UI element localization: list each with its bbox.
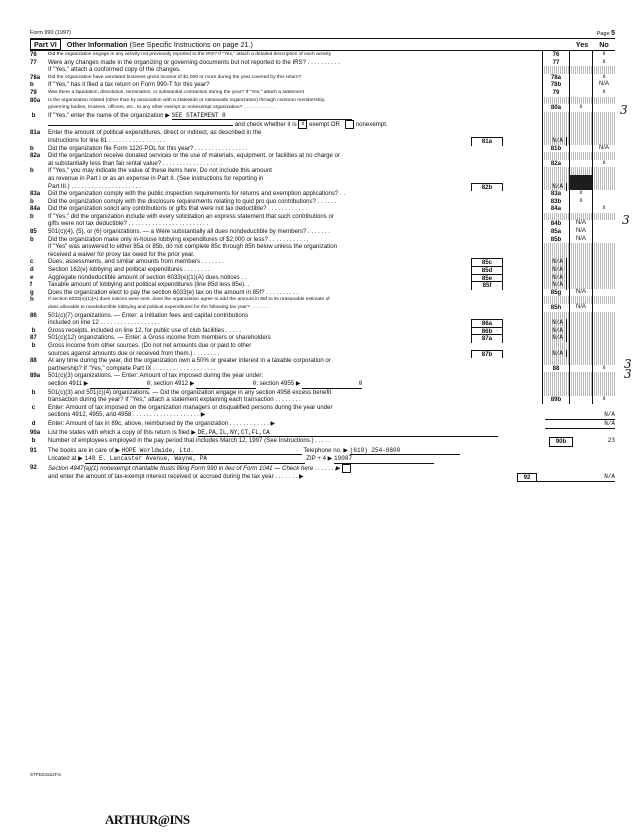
line-code: 80a bbox=[542, 104, 570, 112]
line-text: governing bodies, trustees, officers, etc., to any other exempt or nonexempt organization? . . . . . . . . . . . . bbox=[48, 105, 275, 111]
line-88-no[interactable]: x bbox=[602, 364, 606, 371]
no-answer[interactable]: x bbox=[602, 205, 606, 212]
telephone[interactable]: (610) 254-8800 bbox=[350, 447, 460, 456]
line-code: 83b bbox=[542, 198, 570, 206]
no-answer[interactable] bbox=[593, 220, 615, 228]
line-code: 78a bbox=[542, 74, 570, 82]
initiation-fees[interactable]: N/A bbox=[503, 319, 567, 328]
line-text: Did the organization have unrelated business gross income of $1,000 or more during the year covered by this return? bbox=[48, 74, 302, 80]
lines-76-80 bbox=[30, 51, 615, 112]
line-text: Aggregate nondeductible amount of section 6033(e)(1)(A) dues notices . . bbox=[48, 273, 247, 281]
line-number: 78a bbox=[30, 73, 41, 81]
form-line bbox=[30, 66, 615, 74]
line-code bbox=[542, 251, 570, 259]
form-line bbox=[30, 228, 615, 236]
line-code: 84b bbox=[542, 220, 570, 228]
line-number: 76 bbox=[30, 51, 37, 58]
line-amount[interactable]: N/A bbox=[503, 258, 567, 267]
line-91: 91 The books are in care of ▶ HOPE Worldwide, Ltd. Telephone no. ▶ (610) 254-8800 bbox=[30, 447, 615, 456]
no-answer[interactable]: N/A bbox=[598, 81, 609, 88]
form-line bbox=[30, 213, 615, 221]
line-text: Section 162(e) lobbying and political expenditures . . . . . . . . bbox=[48, 266, 210, 274]
form-line bbox=[30, 251, 615, 259]
no-answer bbox=[593, 251, 615, 259]
form-line bbox=[30, 81, 615, 89]
yes-answer bbox=[570, 97, 593, 105]
line-text: Were any changes made in the organizing or governing documents but not reported to the IRS? . . . . . . . . . . bbox=[48, 58, 340, 66]
line-85h: h If section 6033(e)(1)(A) dues notices were sent, does the organization agree to add the amount in 85f to its reasonable estimate of bbox=[30, 296, 615, 304]
form-line bbox=[30, 266, 615, 274]
lines-85c-85f bbox=[30, 258, 615, 288]
page-number: Page 5 bbox=[596, 30, 615, 37]
yes-answer[interactable]: x bbox=[570, 104, 593, 112]
no-answer bbox=[593, 213, 615, 221]
line-number: b bbox=[30, 212, 34, 220]
line-amount[interactable]: N/A bbox=[503, 266, 567, 275]
handwritten-mark: 3 bbox=[620, 103, 628, 117]
form-line bbox=[30, 243, 615, 251]
line-text: Did the organization comply with the disclosure requirements relating to quid pro quo contributions? . . . . . . bbox=[48, 197, 337, 205]
political-expenditures-amount[interactable]: N/A bbox=[503, 137, 567, 146]
no-answer[interactable]: x bbox=[602, 58, 606, 65]
yes-answer[interactable]: N/A bbox=[570, 236, 593, 244]
line-86: 86 501(c)(7) organizations. — Enter: a Initiation fees and capital contributions bbox=[30, 312, 615, 320]
line-text: gifts were not tax deductible? . . . . . . . . . . . . . . . . . . . . . . . . bbox=[48, 220, 209, 228]
tax-4911[interactable]: 0 bbox=[90, 380, 150, 389]
line-88-yes[interactable] bbox=[570, 365, 593, 373]
part-header bbox=[30, 38, 615, 51]
line-92: 92 Section 4947(a)(1) nonexempt charitable trusts filing Form 990 in lieu of Form 1041 — Check here . . . . . . ▶ bbox=[30, 464, 615, 473]
line-number: f bbox=[30, 281, 33, 289]
line-89a: 89a 501(c)(3) organizations. — Enter: Amount of tax imposed during the year under: bbox=[30, 372, 615, 380]
line-90a: 90a List the states with which a copy of this return is filed ▶ DE,PA,IL,NY,CT,FL,CA bbox=[30, 429, 615, 438]
yes-answer bbox=[570, 243, 593, 251]
tax-4955[interactable]: 0 bbox=[302, 380, 362, 389]
zip-code[interactable]: 19087 bbox=[334, 455, 434, 464]
line-81b-no[interactable]: N/A bbox=[598, 144, 609, 151]
yes-answer[interactable] bbox=[570, 205, 593, 213]
yes-answer bbox=[570, 66, 593, 74]
donated-services-value[interactable]: N/A bbox=[503, 183, 567, 192]
form-line bbox=[30, 198, 615, 206]
form-line bbox=[30, 59, 615, 67]
line-number bbox=[30, 104, 48, 112]
books-address[interactable]: 148 E. Lancaster Avenue, Wayne, PA bbox=[85, 455, 305, 464]
form-line bbox=[30, 236, 615, 244]
yes-answer[interactable]: N/A bbox=[570, 228, 593, 236]
line-85h-yes[interactable]: N/A bbox=[570, 304, 593, 312]
line-box-label: 85f bbox=[471, 281, 503, 290]
no-answer[interactable] bbox=[593, 104, 615, 112]
exempt-checkbox[interactable]: x bbox=[298, 120, 307, 129]
form-line bbox=[30, 258, 615, 266]
line-code: 77 bbox=[542, 59, 570, 67]
stamp-logo: ARTHUR@INS bbox=[105, 812, 190, 827]
yes-answer bbox=[570, 213, 593, 221]
no-col-header: No bbox=[599, 40, 609, 49]
member-gross-income[interactable]: N/A bbox=[503, 334, 567, 343]
line-80b-check: and check whether it is x exempt OR nonexempt. bbox=[30, 120, 615, 129]
line-85h-no[interactable] bbox=[593, 304, 615, 312]
line-box-label: 85e bbox=[471, 274, 503, 283]
tax-4912[interactable]: 0 bbox=[196, 380, 256, 389]
line-81a: 81a Enter the amount of political expenditures, direct or indirect, as described in the bbox=[30, 129, 615, 137]
line-text: Was there a liquidation, dissolution, termination, or substantial contraction during the year? If "Yes," attach a statement bbox=[48, 89, 304, 95]
line-text: 501(c)(4), (5), or (6) organizations. — a Were substantially all dues nondeductible by members? . . . . . . . bbox=[48, 228, 331, 236]
line-code: 79 bbox=[542, 89, 570, 97]
other-gross-income[interactable]: N/A bbox=[503, 350, 567, 359]
line-code: 76 bbox=[542, 51, 570, 59]
page-header bbox=[30, 30, 615, 38]
form-page: Form 990 (1997) Page 5 Part VI Other Information (See Specific Instructions on page 21.) Yes No 76 Did the organization engage in any activity not previously reported to the IRS? If "Yes," attach a detailed description of each activity 76 x 77 Were any changes made in the organizing or governing documents but not reported to the IRS? . . . . . . . . . . 77 x If "Yes," attach a conformed copy of the changes. 78a Did the organization have unrelated business gross income of $1,000 or more during the year covered by this return? 78a x b If "Yes," has it filed a tax return on Form 990-T for this year? 78b N/A 79 Was there a liquidation, dissolution, termination, or substantial contraction during the year? If "Yes," attach a statement 79 x 80a Is the organization related (other than by association with a statewide or nationwide organization) through common membership, governing bodies, trustees, officers, etc., to any other exempt or nonexempt organization? . . . . . . . . . . . . 80a x b If "Yes," enter the name of the organization ▶ SEE STATEMENT 8 and check whether it is x exempt OR nonexempt. 81a Enter the amount of political expenditures, direct or indirect, as described in the instructions for line 81 . . . . . . . . . . . . . . . . . 81a N/A b Did the organization file Form 1120-POL for this year? . . . . . . . . . . . . . . . . 81b N/A 82a Did the organization receive donated services or the use of materials, equipment, or facilities at no charge or at substantially less than fair rental value? . . . . . . . . . . . . . . . . . . 82a x b If "Yes," you may indicate the value of these items here. Do not include this amount as revenue in Part I or as an expense in Part II. (See instructions for reporting in Part III.) . . . . . . . . . . . . . . . . . . . . . 82b N/A 83a Did the organization comply with the public inspection requirements for returns and exemption applications? . . 83a x b Did the organization comply with the disclosure requirements relating to quid pro quo contributions? . . . . . . 83b x 84a Did the organization solicit any contributions or gifts that were not tax deductible? . . . . . . . . . . . . 84a x b If "Yes," did the organization include with every solicitation an express statement that such contributions or gifts were not tax deductible? . . . . . . . . . . . . . . . . . . . . . . . . 84b N/A 85 501(c)(4), (5), or (6) organizations. — a Were substantially all dues nondeductible by members? . . . . . . . 85a N/A b Did the organization make only in-house lobbying expenditures of $2,000 or less? . . . . . . . . . . . . 85b N/A If "Yes" was answered to either 85a or 85b, do not complete 85c through 85h below unless the organization received a waiver for proxy tax owed for the prior year. c Dues, assessments, and similar amounts from members . . . . . . . 85c N/A d Section 162(e) lobbying and political expenditures . . . . . . . . 85d N/A e Aggregate nondeductible amount of section 6033(e)(1)(A) dues notices . . 85e N/A f Taxable amount of lobbying and political expenditures (line 85d less 85e). . 85f N/A g Does the organization elect to pay the section 6033(e) tax on the amount in 85f? . . . . . . . . . . 85g N/A h If section 6033(e)(1)(A) dues notices were sent, does the organization agree to add the amount in 85f to its reasonable estimate of dues allocable to nondeductible lobbying and political expenditures for the following tax year? . . . . . . . 85h N/A 86 501(c)(7) organizations. — Enter: a Initiation fees and capital contributions included on line 12 . . . . . . . . . . . . . . . . . . 86a N/A b Gross receipts, included on line 12, for public use of club facilities . . . . . 86b N/A 87 501(c)(12) organizations. — Enter: a Gross income from members or shareholders 87a N/A b Gross income from other sources. (Do not net amounts due or paid to other sources against amounts due or received from them.) . . . . . . . . 87b N/A 88 At any time during the year, did the organization own a 50% or greater interest in a taxable corporation or partnership? If "Yes," complete Part IX . . . . . . . . . . . . . . . . . . . 88 x 89a 501(c)(3) organizations. — Enter: Amount of tax imposed during the year under: section 4911 ▶ 0; section 4912 ▶ 0; section 4955 ▶ 0 b 501(c)(3) and 501(c)(4) organizations. — Did the organization engage in any section 4958 excess benefit transaction during the year? If "Yes," attach a statement explaining each transaction . . . . . . . . 89b x c Enter: Amount of tax imposed on the organization managers or disqualified persons during the year under sections 4912, 4955, and 4958 . . . . . . . . . . . . . . . . . . . . ▶ N/A d Enter: Amount of tax in 89c, above, reimbursed by the organization . . . . . . . . . . . . ▶ N/A 90a List the states with which a copy of this return is filed ▶ DE,PA,IL,NY,CT,FL,CA b Number of employees employed in the pay period that includes March 12, 1997 (See Instructions.) . . . . . 90b 23 91 The books are in care of ▶ HOPE Worldwide, Ltd. Telephone no. ▶ (610) 254-8800 Located at ▶ 148 E. Lancaster Avenue, Wayne, PA ZIP + 4 ▶ 19087 92 Section 4947(a)(1) nonexempt charitable trusts filing Form 990 in lieu of Form 1041 — Check here . . . . . . ▶ and enter the amount of tax-exempt interest received or accrued during the tax year . . . . . . . ▶ 92 N/A bbox=[30, 30, 615, 481]
line-number: d bbox=[30, 266, 34, 274]
line-code: 85a bbox=[542, 228, 570, 236]
line-text: Did the organization engage in any activity not previously reported to the IRS? If "Yes," attach a detailed description of each activity bbox=[48, 52, 332, 57]
line-amount[interactable]: N/A bbox=[503, 281, 567, 290]
tax-exempt-interest[interactable]: N/A bbox=[537, 473, 615, 483]
line-box-label: 85d bbox=[471, 266, 503, 275]
line-85g: g Does the organization elect to pay the section 6033(e) tax on the amount in 85f? . . . . . . . . . . 85g N/A bbox=[30, 289, 615, 297]
line-89b-yes[interactable] bbox=[570, 396, 593, 404]
line-text: Taxable amount of lobbying and political expenditures (line 85d less 85e). . bbox=[48, 281, 250, 289]
line-82a: 82a Did the organization receive donated services or the use of materials, equipment, or facilities at no charge or bbox=[30, 152, 615, 160]
form-line bbox=[30, 274, 615, 282]
no-answer[interactable]: x bbox=[602, 51, 606, 57]
form-line bbox=[30, 97, 615, 105]
line-text: Did the organization make only in-house lobbying expenditures of $2,000 or less? . . . . . . . . . . . . bbox=[48, 235, 309, 243]
form-line bbox=[30, 104, 615, 112]
form-line bbox=[30, 220, 615, 228]
no-answer[interactable] bbox=[593, 198, 615, 206]
line-code bbox=[542, 66, 570, 74]
line-text: If "Yes" was answered to either 85a or 85b, do not complete 85c through 85h below unless the organization bbox=[48, 243, 338, 251]
yes-answer[interactable] bbox=[570, 59, 593, 67]
trust-checkbox[interactable] bbox=[342, 464, 351, 473]
yes-answer[interactable] bbox=[570, 89, 593, 97]
line-number: 80a bbox=[30, 96, 41, 104]
handwritten-mark: 3 bbox=[624, 357, 632, 371]
line-text: Did the organization solicit any contributions or gifts that were not tax deductible? . . . . . . . . . . . . bbox=[48, 205, 308, 213]
line-number: b bbox=[30, 197, 34, 205]
no-answer[interactable] bbox=[593, 190, 615, 198]
no-answer[interactable] bbox=[593, 228, 615, 236]
line-number bbox=[30, 243, 48, 251]
form-line bbox=[30, 281, 615, 289]
no-answer bbox=[593, 243, 615, 251]
line-87: 87 501(c)(12) organizations. — Enter: a Gross income from members or shareholders 87a N/A bbox=[30, 334, 615, 342]
line-number bbox=[30, 66, 48, 74]
line-number: 84a bbox=[30, 205, 41, 213]
line-number bbox=[30, 251, 48, 259]
line-89b-no[interactable]: x bbox=[602, 396, 606, 403]
line-code: 85b bbox=[542, 236, 570, 244]
form-ref: Form 990 (1997) bbox=[30, 30, 71, 36]
line-82a-yes[interactable] bbox=[570, 160, 593, 168]
line-number: 83a bbox=[30, 190, 41, 198]
no-answer bbox=[593, 97, 615, 105]
line-81b-yes[interactable] bbox=[570, 145, 593, 153]
form-line bbox=[30, 51, 615, 59]
books-care-of[interactable]: HOPE Worldwide, Ltd. bbox=[122, 447, 302, 456]
handwritten-mark: 3 bbox=[622, 213, 630, 227]
form-line bbox=[30, 190, 615, 198]
states-filed[interactable]: DE,PA,IL,NY,CT,FL,CA bbox=[198, 429, 498, 438]
line-text: If "Yes," did the organization include with every solicitation an express statement that such contributions or bbox=[48, 212, 334, 220]
nonexempt-checkbox[interactable] bbox=[345, 120, 354, 129]
line-text: received a waiver for proxy tax owed for the prior year. bbox=[48, 250, 195, 258]
club-gross-receipts[interactable]: N/A bbox=[503, 327, 567, 336]
no-answer[interactable] bbox=[593, 236, 615, 244]
line-text: If "Yes," attach a conformed copy of the changes. bbox=[48, 66, 181, 74]
line-number: 85 bbox=[30, 228, 37, 236]
line-code: 78b bbox=[542, 81, 570, 89]
yes-col-header: Yes bbox=[575, 40, 589, 49]
line-code: 84a bbox=[542, 205, 570, 213]
line-text: If "Yes," has it filed a tax return on Form 990-T for this year? bbox=[48, 81, 210, 89]
line-text: Is the organization related (other than by association with a statewide or nationwide organization) through common membership, bbox=[48, 97, 326, 103]
line-code bbox=[542, 97, 570, 105]
form-line bbox=[30, 74, 615, 82]
yes-answer[interactable] bbox=[570, 81, 593, 89]
line-88: 88 At any time during the year, did the organization own a 50% or greater interest in a taxable corporation or bbox=[30, 357, 615, 365]
line-box-label: 85c bbox=[471, 258, 503, 267]
line-amount[interactable]: N/A bbox=[503, 274, 567, 283]
yes-answer[interactable] bbox=[570, 51, 593, 59]
yes-answer bbox=[570, 251, 593, 259]
line-number: c bbox=[30, 258, 34, 266]
no-answer bbox=[593, 66, 615, 74]
no-answer[interactable]: x bbox=[602, 88, 606, 95]
line-90b: b Number of employees employed in the pay period that includes March 12, 1997 (See Instructions.) . . . . . 90b 23 bbox=[30, 437, 615, 446]
line-number: 77 bbox=[30, 58, 37, 66]
yes-answer[interactable]: x bbox=[570, 198, 593, 206]
part-title: Other Information (See Specific Instructions on page 21.) bbox=[66, 40, 253, 49]
yes-answer[interactable]: x bbox=[570, 190, 593, 198]
line-text: Dues, assessments, and similar amounts from members . . . . . . . bbox=[48, 258, 224, 266]
line-code: 83a bbox=[542, 190, 570, 198]
form-line bbox=[30, 89, 615, 97]
line-code bbox=[542, 243, 570, 251]
employee-count[interactable]: 23 bbox=[607, 437, 615, 445]
line-81b: b Did the organization file Form 1120-POL for this year? . . . . . . . . . . . . . . . . 81b N/A bbox=[30, 145, 615, 153]
line-number bbox=[30, 220, 48, 228]
line-80b: b If "Yes," enter the name of the organization ▶ SEE STATEMENT 8 bbox=[30, 112, 615, 121]
line-code bbox=[542, 213, 570, 221]
line-85g-yes[interactable]: N/A bbox=[570, 289, 593, 297]
handwritten-mark: 3 bbox=[624, 367, 632, 381]
line-82b: b If "Yes," you may indicate the value of these items here. Do not include this amount bbox=[30, 167, 615, 175]
yes-answer[interactable]: N/A bbox=[570, 220, 593, 228]
line-number: e bbox=[30, 273, 34, 281]
line-number: b bbox=[30, 235, 34, 243]
footer-code: STFED1522F.5 bbox=[30, 772, 61, 777]
form-line bbox=[30, 205, 615, 213]
yes-answer[interactable] bbox=[570, 74, 593, 82]
part-label: Part VI bbox=[30, 39, 61, 50]
line-text: Did the organization comply with the public inspection requirements for returns and exemption applications? . . bbox=[48, 190, 346, 198]
manager-tax-amount[interactable]: N/A bbox=[545, 411, 615, 420]
line-number: 79 bbox=[30, 88, 37, 96]
line-82a-no[interactable]: x bbox=[602, 159, 606, 166]
no-answer[interactable]: x bbox=[602, 73, 606, 80]
lines-83-85b bbox=[30, 190, 615, 258]
reimbursed-tax-amount[interactable]: N/A bbox=[545, 420, 615, 429]
line-number: b bbox=[30, 81, 34, 89]
line-85g-no[interactable] bbox=[593, 289, 615, 297]
related-org-name[interactable]: SEE STATEMENT 8 bbox=[172, 112, 352, 121]
